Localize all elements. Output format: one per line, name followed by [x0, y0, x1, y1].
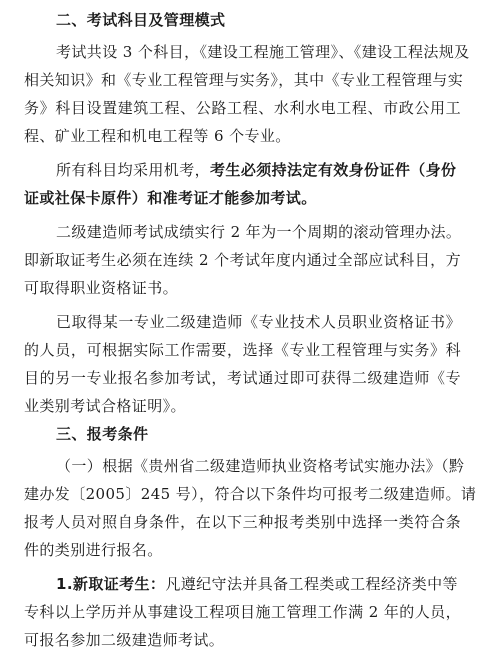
section-heading-exam-subjects: 二、考试科目及管理模式	[56, 11, 226, 29]
section-heading-requirements: 三、报考条件	[56, 425, 149, 443]
text-line	[56, 570, 461, 598]
text-line	[24, 184, 461, 212]
text-line: 相关知识》和《专业工程管理与实务》，其中《专业工程管理与实	[24, 71, 464, 89]
text-line: 程、矿业工程和机电工程等 6 个专业。	[24, 127, 291, 145]
text-span: 所有科目均采用机考，	[56, 161, 211, 179]
new-candidate-label: 1.新取证考生：	[56, 575, 166, 593]
text-line: 即新取证考生必须在连续 2 个考试年度内通过全部应试科目，方	[24, 251, 461, 269]
text-span: 凡遵纪守法并具备工程类或工程经济类中等	[165, 575, 458, 593]
text-line: 业类别考试合格证明》。	[24, 397, 186, 415]
text-line: 的人员，可根据实际工作需要，选择《专业工程管理与实务》科	[24, 341, 461, 359]
text-line: （一）根据《贵州省二级建造师执业资格考试实施办法》（黔	[56, 457, 465, 475]
text-line: 已取得某一专业二级建造师《专业技术人员职业资格证书》	[56, 313, 461, 331]
text-line: 报考人员对照自身条件，在以下三种报考类别中选择一类符合条	[24, 513, 461, 531]
text-line: 二级建造师考试成绩实行 2 年为一个周期的滚动管理办法。	[56, 223, 462, 241]
text-line: 专科以上学历并从事建设工程项目施工管理工作满 2 年的人员，	[24, 603, 461, 621]
bold-requirement-text: 证或社保卡原件）和准考证才能参加考试。	[24, 189, 317, 207]
text-line: 可取得职业资格证书。	[24, 279, 179, 297]
text-line: 目的另一专业报名参加考试，考试通过即可获得二级建造师《专	[24, 369, 461, 387]
text-line	[56, 156, 461, 184]
text-line: 建办发〔2005〕245 号），符合以下条件均可报考二级建造师。请	[24, 485, 477, 503]
text-line: 考试共设 3 个科目，《建设工程施工管理》、《建设工程法规及	[56, 43, 470, 61]
text-line: 可报名参加二级建造师考试。	[24, 631, 225, 649]
text-line: 务》科目设置建筑工程、公路工程、水利水电工程、市政公用工	[24, 99, 461, 117]
bold-requirement-text: 考生必须持法定有效身份证件（身份	[210, 161, 457, 179]
text-line: 件的类别进行报名。	[24, 541, 163, 559]
